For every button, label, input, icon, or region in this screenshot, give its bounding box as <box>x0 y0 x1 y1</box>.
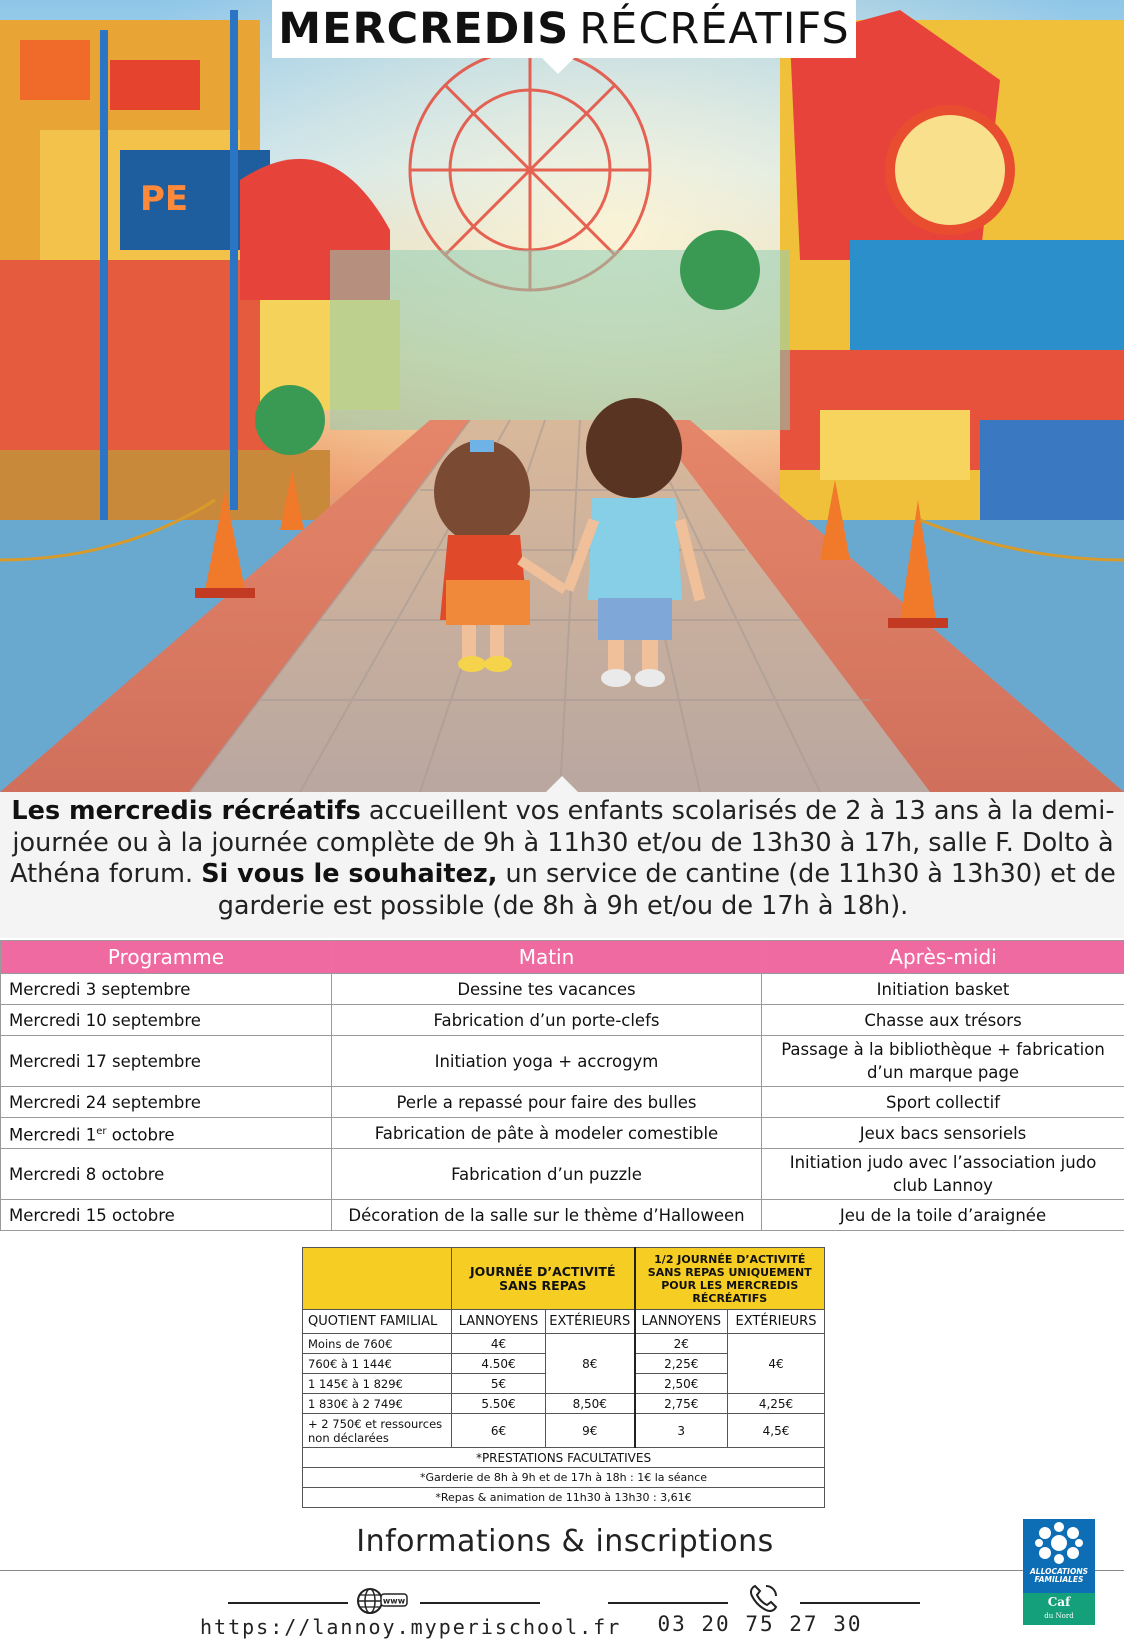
price-cell: 9€ <box>546 1414 635 1448</box>
col-lannoyens-half: LANNOYENS <box>635 1310 728 1334</box>
header-matin: Matin <box>332 941 762 974</box>
row-matin: Fabrication d’un porte-clefs <box>332 1005 762 1036</box>
row-day: Mercredi 17 septembre <box>1 1036 332 1087</box>
tariff-header-row <box>303 1248 825 1310</box>
svg-text:PE: PE <box>140 179 189 219</box>
caf-allocations-text <box>1023 1568 1095 1584</box>
qf-cell: 760€ à 1 144€ <box>303 1354 452 1374</box>
col-quotient-familial: QUOTIENT FAMILIAL <box>303 1310 452 1334</box>
info-title: Informations & inscriptions <box>356 1524 774 1559</box>
header-apres-midi: Après-midi <box>762 941 1124 974</box>
notes-row <box>303 1448 825 1468</box>
row-day: Mercredi 15 octobre <box>1 1200 332 1231</box>
row-apres: Initiation judo avec l’association judo club Lannoy <box>762 1149 1124 1200</box>
phone-icon <box>746 1582 780 1616</box>
amusement-park-scene <box>0 0 1124 792</box>
price-cell-merged: 4€ <box>728 1334 825 1394</box>
price-cell: 2,25€ <box>635 1354 728 1374</box>
table-row <box>1 1149 1124 1200</box>
table-row <box>1 1036 1124 1087</box>
price-cell: 4€ <box>452 1334 546 1354</box>
row-apres: Initiation basket <box>762 974 1124 1005</box>
intro-lead: Les mercredis récréatifs <box>11 796 361 826</box>
note-repas: *Repas & animation de 11h30 à 13h30 : 3,61€ <box>303 1488 825 1508</box>
row-apres: Chasse aux trésors <box>762 1005 1124 1036</box>
col-exterieurs: EXTÉRIEURS <box>546 1310 635 1334</box>
qf-cell: + 2 750€ et ressources non déclarées <box>303 1414 452 1448</box>
hero-illustration <box>0 0 1124 792</box>
row-day-post: octobre <box>106 1125 175 1145</box>
price-cell: 2€ <box>635 1334 728 1354</box>
divider <box>0 1570 1124 1571</box>
tariff-table <box>302 1247 825 1508</box>
row-matin: Décoration de la salle sur le thème d’Halloween <box>332 1200 762 1231</box>
row-apres: Jeux bacs sensoriels <box>762 1118 1124 1149</box>
intro-bold-2: Si vous le souhaitez, <box>201 859 498 889</box>
tariff-header-full-day: JOURNÉE D’ACTIVITÉ SANS REPAS <box>452 1248 635 1310</box>
price-cell: 4,5€ <box>728 1414 825 1448</box>
row-apres: Jeu de la toile d’araignée <box>762 1200 1124 1231</box>
www-label: www <box>382 1596 406 1606</box>
divider-line <box>420 1602 540 1604</box>
notes-row <box>303 1468 825 1488</box>
row-day: Mercredi 8 octobre <box>1 1149 332 1200</box>
notes-row <box>303 1488 825 1508</box>
title-bold: MERCREDIS <box>278 4 570 54</box>
row-matin: Fabrication d’un puzzle <box>332 1149 762 1200</box>
table-row <box>1 1200 1124 1231</box>
caf-emblem-icon <box>1023 1519 1095 1567</box>
qf-cell: Moins de 760€ <box>303 1334 452 1354</box>
table-row <box>303 1334 825 1354</box>
row-matin: Fabrication de pâte à modeler comestible <box>332 1118 762 1149</box>
row-matin: Perle a repassé pour faire des bulles <box>332 1087 762 1118</box>
caf-logo <box>1023 1519 1095 1625</box>
qf-cell: 1 830€ à 2 749€ <box>303 1394 452 1414</box>
price-cell: 4,25€ <box>728 1394 825 1414</box>
row-day: Mercredi 24 septembre <box>1 1087 332 1118</box>
programme-table <box>0 940 1124 1231</box>
price-cell: 5.50€ <box>452 1394 546 1414</box>
price-cell: 5€ <box>452 1374 546 1394</box>
price-cell: 2,75€ <box>635 1394 728 1414</box>
row-day <box>1 1118 332 1149</box>
row-day: Mercredi 3 septembre <box>1 974 332 1005</box>
header-programme: Programme <box>1 941 332 974</box>
table-row <box>1 1087 1124 1118</box>
price-cell: 3 <box>635 1414 728 1448</box>
programme-header-row <box>1 941 1124 974</box>
price-cell: 2,50€ <box>635 1374 728 1394</box>
caf-name: Caf <box>1047 1595 1071 1609</box>
notes-title: *PRESTATIONS FACULTATIVES <box>303 1448 825 1468</box>
row-matin: Initiation yoga + accrogym <box>332 1036 762 1087</box>
qf-cell: 1 145€ à 1 829€ <box>303 1374 452 1394</box>
divider-line <box>228 1602 348 1604</box>
row-matin: Dessine tes vacances <box>332 974 762 1005</box>
row-day-pre: Mercredi 1 <box>9 1125 97 1145</box>
divider-line <box>608 1602 728 1604</box>
divider-line <box>800 1602 920 1604</box>
row-day-sup: er <box>96 1125 107 1137</box>
caf-line2: FAMILIALES <box>1034 1575 1084 1584</box>
table-row <box>1 1005 1124 1036</box>
price-cell: 4.50€ <box>452 1354 546 1374</box>
note-garderie: *Garderie de 8h à 9h et de 17h à 18h : 1€ la séance <box>303 1468 825 1488</box>
table-row <box>1 1118 1124 1149</box>
row-day: Mercredi 10 septembre <box>1 1005 332 1036</box>
price-cell: 6€ <box>452 1414 546 1448</box>
website-link[interactable]: https://lannoy.myperischool.fr <box>200 1615 622 1639</box>
tariff-header-blank <box>303 1248 452 1310</box>
phone-number: 03 20 75 27 30 <box>657 1612 863 1636</box>
price-cell-merged: 8€ <box>546 1334 635 1394</box>
table-row <box>303 1394 825 1414</box>
caf-region: du Nord <box>1044 1612 1074 1620</box>
table-row <box>303 1414 825 1448</box>
price-cell: 8,50€ <box>546 1394 635 1414</box>
col-lannoyens: LANNOYENS <box>452 1310 546 1334</box>
intro-paragraph <box>6 796 1120 922</box>
row-apres: Sport collectif <box>762 1087 1124 1118</box>
col-exterieurs-half: EXTÉRIEURS <box>728 1310 825 1334</box>
title-light: RÉCRÉATIFS <box>579 4 850 54</box>
globe-www-icon <box>355 1586 413 1616</box>
intro-text-2: un service de cantine (de 11h30 à 13h30) et de garderie est possible (de 8h à 9h et/ou de 17h à 18h). <box>217 859 1116 921</box>
table-row <box>1 974 1124 1005</box>
page-title <box>272 0 856 58</box>
intro-text-1: accueillent vos enfants scolarisés de 2 à 13 ans à la demi-journée ou à la journée complète de 9h à 11h30 et/ou de 13h30 à 17h, salle F. Dolto à Athéna forum. <box>10 796 1115 889</box>
tariff-header-half-day: 1/2 JOURNÉE D’ACTIVITÉ SANS REPAS UNIQUEMENT POUR LES MERCREDIS RÉCRÉATIFS <box>635 1248 825 1310</box>
tariff-subheader-row <box>303 1310 825 1334</box>
intro-section <box>0 792 1124 938</box>
caf-line1: ALLOCATIONS <box>1029 1567 1089 1576</box>
row-apres: Passage à la bibliothèque + fabrication d’un marque page <box>762 1036 1124 1087</box>
